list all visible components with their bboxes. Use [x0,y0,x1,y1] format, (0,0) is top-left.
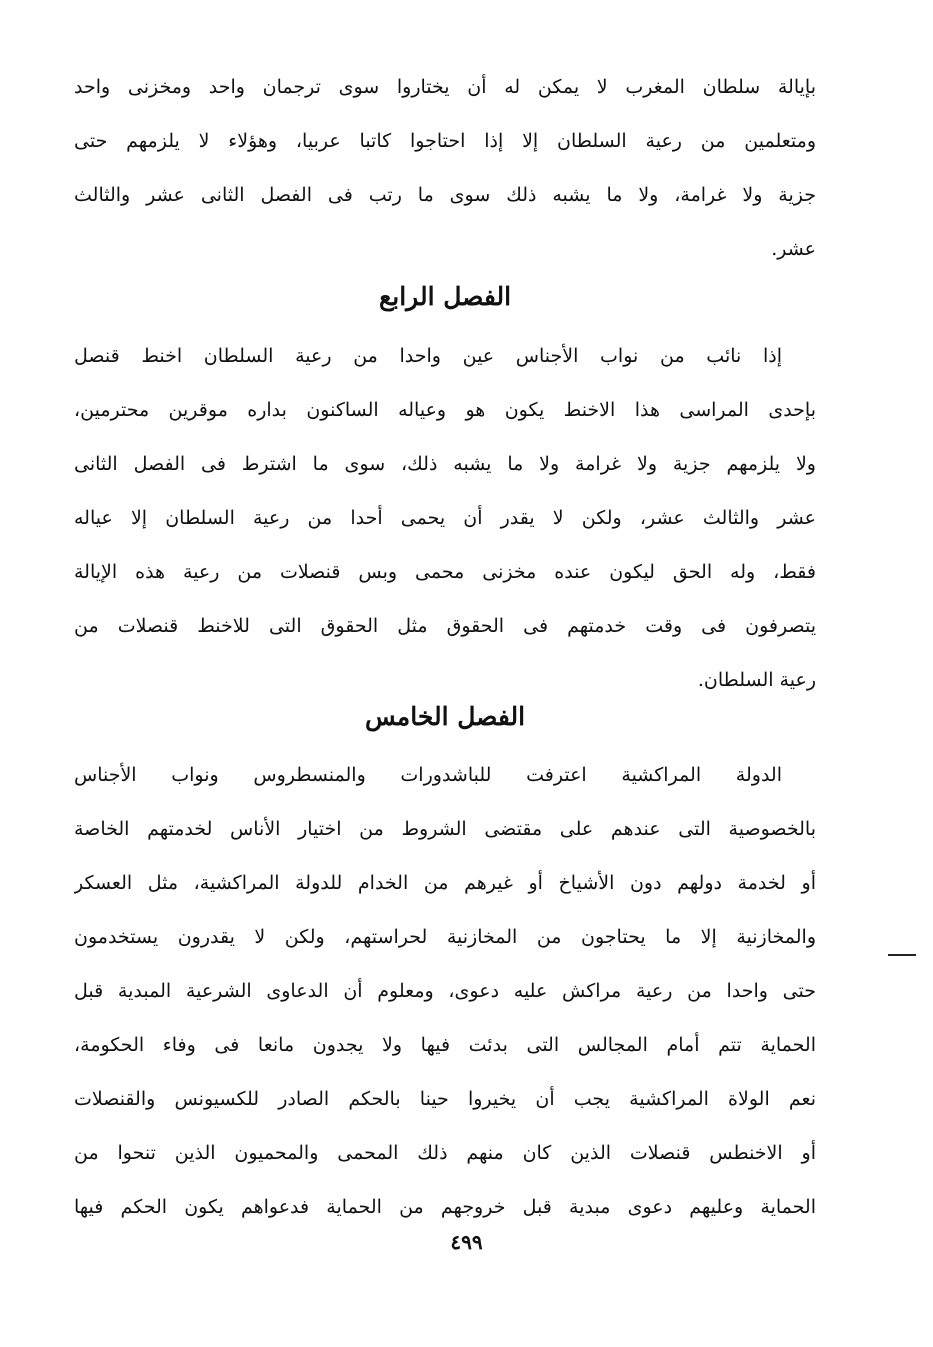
text-line: حتى واحدا من رعية مراكش عليه دعوى، ومعلوم أن الدعاوى الشرعية المبدية قبل [74,980,816,1002]
text-line: رعية السلطان. [697,669,816,691]
text-line: الحماية وعليهم دعوى مبدية قبل خروجهم من الحماية فدعواهم يكون الحكم فيها [74,1196,816,1218]
section-heading-fourth: الفصل الرابع [378,282,512,311]
text-line: بالخصوصية التى عندهم على مقتضى الشروط من اختيار الأناس لخدمتهم الخاصة [74,818,816,840]
paragraph-fifth-section [74,748,816,1234]
text-line: بإيالة سلطان المغرب لا يمكن له أن يختاروا سوى ترجمان واحد ومخزنى واحد [74,76,816,98]
text-line: أو الاخنطس قنصلات الذين كان منهم ذلك المحمى والمحميون الذين تنحوا من [74,1142,816,1164]
paragraph-fourth-section [74,329,816,707]
text-line: الحماية تتم أمام المجالس التى بدئت فيها ولا يجدون مانعا فى وفاء الحكومة، [74,1034,816,1056]
text-line: والمخازنية إلا ما يحتاجون من المخازنية لحراستهم، ولكن لا يقدرون يستخدمون [74,926,816,948]
text-line: الدولة المراكشية اعترفت للباشدورات والمنسطروس ونواب الأجناس [74,764,782,786]
page-number: ٤٩٩ [450,1230,483,1254]
text-line: فقط، وله الحق ليكون عنده مخزنى محمى وبس قنصلات من رعية هذه الإيالة [74,561,816,583]
section-heading-fifth: الفصل الخامس [364,702,526,731]
text-line: إذا نائب من نواب الأجناس عين واحدا من رعية السلطان اخنط قنصل [74,345,782,367]
paragraph-continuation [74,60,816,276]
margin-dash-mark [888,954,916,956]
text-line: عشر والثالث عشر، ولكن لا يقدر أن يحمى أحدا من رعية السلطان إلا عياله [74,507,816,529]
text-line: ومتعلمين من رعية السلطان إلا إذا احتاجوا كاتبا عربيا، وهؤلاء لا يلزمهم حتى [74,130,816,152]
text-line: أو لخدمة دولهم دون الأشياخ أو غيرهم من الخدام للدولة المراكشية، مثل العسكر [74,872,816,894]
text-line: عشر. [771,238,816,260]
text-line: نعم الولاة المراكشية يجب أن يخيروا حينا بالحكم الصادر للكسيونس والقنصلات [74,1088,816,1110]
text-line: بإحدى المراسى هذا الاخنط يكون هو وعياله الساكنون بداره موقرين محترمين، [74,399,816,421]
text-line: ولا يلزمهم جزية ولا غرامة ولا ما يشبه ذلك، سوى ما اشترط فى الفصل الثانى [74,453,816,475]
text-line: جزية ولا غرامة، ولا ما يشبه ذلك سوى ما رتب فى الفصل الثانى عشر والثالث [74,184,816,206]
text-line: يتصرفون فى وقت خدمتهم فى الحقوق مثل الحقوق التى للاخنط قنصلات من [74,615,816,637]
